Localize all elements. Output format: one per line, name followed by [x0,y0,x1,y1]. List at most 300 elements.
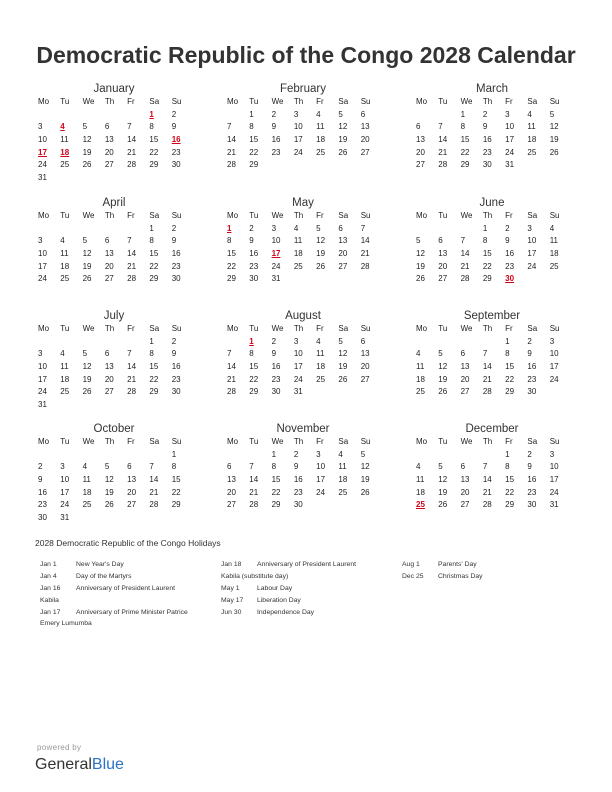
week-row [38,261,194,274]
day-cell: 21 [360,249,370,259]
empty-cell [483,286,505,299]
week-row [227,386,383,399]
holiday-entry [221,571,356,583]
empty-cell [361,159,383,172]
day-cell: 23 [171,147,181,157]
month-september [416,309,572,412]
day-cell: 31 [60,513,70,523]
day-cell: 15 [505,362,515,372]
day-cell: 13 [460,362,470,372]
day-cell: 9 [505,236,510,246]
weekday-label: Su [549,437,560,446]
day-cell: 2 [505,223,510,233]
empty-cell [83,336,105,349]
day-cell: 23 [171,374,181,384]
day-cell: 25 [338,487,348,497]
month-february [227,82,383,185]
day-cell: 2 [171,336,177,346]
day-cell: 9 [482,122,488,132]
day-cell: 16 [271,135,281,145]
month-name: July [103,310,125,322]
day-cell: 6 [104,122,110,132]
empty-cell [505,512,527,525]
day-cell: 29 [505,387,515,397]
day-cell: 29 [149,274,159,284]
empty-cell [416,109,438,122]
day-cell: 10 [271,236,281,246]
day-cell: 20 [227,487,236,497]
day-cell: 23 [293,487,303,497]
day-cell: 5 [338,336,343,346]
day-cell: 21 [149,487,159,497]
day-cell: 21 [249,487,259,497]
holidays-title: 2028 Democratic Republic of the Congo Holidays [35,538,221,548]
day-cell: 25 [549,261,559,271]
empty-cell [483,336,505,349]
weekday-label: Mo [38,324,50,333]
day-cell: 9 [527,349,532,359]
empty-cell [416,172,438,185]
weekday-label: Th [482,97,493,106]
empty-cell [361,386,383,399]
day-cell: 31 [271,274,281,284]
holiday-entry [40,559,188,571]
holiday-date: Aug 1 [402,561,420,568]
day-cell: 9 [38,475,43,485]
empty-cell [105,109,127,122]
empty-cell [550,399,572,412]
day-cell: 6 [104,236,110,246]
day-cell: 31 [549,500,559,510]
weekday-label: Sa [338,97,349,106]
day-cell: 9 [527,462,532,472]
day-cell: 7 [360,223,366,233]
day-cell: 27 [460,387,470,397]
empty-cell [127,512,149,525]
empty-cell [60,286,82,299]
day-cell: 18 [527,135,537,145]
day-cell: 11 [416,362,425,372]
day-cell: 29 [227,274,236,284]
day-cell: 5 [316,223,321,233]
week-row [38,235,194,248]
day-cell: 1 [149,223,154,233]
day-cell: 5 [549,109,555,119]
weekday-label: Sa [149,324,160,333]
empty-cell [416,512,438,525]
day-cell: 24 [38,387,47,397]
day-cell: 10 [38,362,47,372]
day-cell: 8 [149,349,154,359]
day-cell: 30 [527,500,537,510]
empty-cell [416,449,438,462]
month-name: August [285,310,321,322]
day-cell: 15 [227,249,236,259]
empty-cell [461,449,483,462]
empty-cell [60,449,82,462]
day-cell: 30 [527,387,537,397]
empty-cell [338,386,360,399]
day-cell: 12 [438,475,448,485]
day-cell: 2 [527,336,532,346]
weekday-label: We [460,97,473,106]
week-row [38,386,194,399]
day-cell: 5 [338,109,343,119]
day-cell: 26 [316,261,326,271]
holiday-entry [221,559,356,571]
day-cell: 10 [549,462,559,472]
day-cell: 25 [316,374,326,384]
day-cell: 14 [127,135,137,145]
day-cell: 4 [549,223,555,233]
day-cell: 16 [505,249,515,259]
day-cell: 18 [60,374,70,384]
day-cell: 30 [171,274,181,284]
week-row [227,121,383,134]
day-cell: 20 [460,374,470,384]
day-cell: 22 [505,487,515,497]
empty-cell [338,399,360,412]
day-cell: 9 [171,236,177,246]
day-cell: 3 [271,223,277,233]
empty-cell [550,159,572,172]
holiday-date: Dec 25 [402,572,424,580]
day-cell: 6 [360,336,366,346]
empty-cell [272,159,294,172]
day-cell: 12 [338,349,348,359]
day-cell: 27 [438,274,448,284]
day-cell: 24 [293,147,303,157]
empty-cell [338,273,360,286]
empty-cell [60,223,82,236]
week-row [38,248,194,261]
empty-cell [461,223,483,236]
week-row [227,474,383,487]
day-cell: 6 [460,462,466,472]
week-row [416,109,572,122]
weekday-label: Tu [438,211,448,220]
day-cell: 15 [505,475,515,485]
day-cell: 10 [505,122,515,132]
day-cell: 17 [293,362,303,372]
day-cell: 13 [127,475,137,485]
day-cell: 19 [316,249,326,259]
weekday-label: Su [549,324,560,333]
day-cell: 7 [460,236,466,246]
empty-cell [227,172,249,185]
holiday-marker: 17 [271,249,281,259]
day-cell: 25 [60,160,70,170]
empty-cell [272,512,294,525]
week-row [38,474,194,487]
day-cell: 26 [416,274,425,284]
weekday-label: Sa [149,97,160,106]
day-cell: 16 [171,362,181,372]
day-cell: 12 [104,475,114,485]
holiday-day [172,134,194,147]
holiday-marker: 17 [38,147,47,157]
day-cell: 2 [171,109,177,119]
day-cell: 3 [549,336,555,346]
month-name: December [465,423,519,435]
day-cell: 23 [482,147,492,157]
empty-cell [127,336,149,349]
week-row [416,499,572,512]
empty-cell [172,286,194,299]
week-row [38,461,194,474]
week-row [227,449,383,462]
empty-cell [527,273,549,286]
day-cell: 16 [171,249,181,259]
day-cell: 20 [360,135,370,145]
day-cell: 27 [416,160,425,170]
week-row [38,223,194,236]
holiday-date: May 17 [221,596,244,604]
week-row [38,399,194,412]
day-cell: 13 [416,135,425,145]
day-cell: 28 [460,274,470,284]
weekday-label: Th [104,211,115,220]
empty-cell [172,512,194,525]
empty-cell [294,159,316,172]
holiday-name: Independence Day [257,608,315,616]
weekday-label: Th [293,211,304,220]
weekday-label: Th [482,211,493,220]
month-name: May [292,197,314,209]
empty-cell [83,512,105,525]
empty-cell [438,512,460,525]
day-cell: 20 [460,487,470,497]
day-cell: 24 [316,487,326,497]
month-july [38,309,194,412]
day-cell: 15 [271,475,281,485]
day-cell: 2 [271,336,277,346]
empty-cell [149,449,171,462]
holiday-column [402,559,483,583]
day-cell: 7 [227,122,232,132]
weekday-label: Mo [227,97,239,106]
empty-cell [127,399,149,412]
week-row [38,499,194,512]
empty-cell [127,286,149,299]
empty-cell [227,109,249,122]
day-cell: 2 [271,109,277,119]
empty-cell [461,399,483,412]
holiday-name: Parents' Day [438,561,477,568]
day-cell: 24 [505,147,515,157]
day-cell: 13 [104,362,114,372]
weekday-label: Fr [505,437,513,446]
day-cell: 28 [482,500,492,510]
holiday-date: Jun 30 [221,608,242,616]
day-cell: 28 [438,160,448,170]
day-cell: 28 [127,387,137,397]
week-row [38,336,194,349]
day-cell: 22 [227,261,236,271]
day-cell: 21 [127,261,137,271]
month-name: October [93,423,135,435]
empty-cell [338,512,360,525]
holiday-date: Jan 4 [40,572,57,580]
day-cell: 15 [149,135,159,145]
empty-cell [316,286,338,299]
weekday-label: Mo [416,97,428,106]
day-cell: 7 [227,349,232,359]
weekday-header [416,210,572,223]
holiday-column [40,559,188,630]
day-cell: 19 [104,487,114,497]
day-cell: 5 [438,349,443,359]
empty-cell [105,172,127,185]
empty-cell [105,512,127,525]
empty-cell [38,336,60,349]
month-name: February [279,83,327,95]
month-june [416,196,572,299]
empty-cell [105,223,127,236]
empty-cell [550,386,572,399]
day-cell: 3 [60,462,65,472]
day-cell: 19 [338,135,348,145]
empty-cell [316,273,338,286]
day-cell: 19 [82,261,92,271]
month-april [38,196,194,299]
day-cell: 29 [149,160,159,170]
day-cell: 4 [527,109,532,119]
empty-cell [38,449,60,462]
week-row [416,121,572,134]
empty-cell [83,172,105,185]
day-cell: 17 [293,135,303,145]
day-cell: 2 [293,449,299,459]
weekday-label: Mo [416,324,428,333]
day-cell: 20 [438,261,448,271]
day-cell: 12 [82,135,92,145]
weekday-label: Sa [527,211,538,220]
day-cell: 7 [438,122,443,132]
day-cell: 29 [249,160,259,170]
day-cell: 14 [227,135,236,145]
day-cell: 12 [316,236,326,246]
day-cell: 21 [127,147,137,157]
day-cell: 13 [360,122,370,132]
weekday-label: Tu [438,324,448,333]
empty-cell [361,172,383,185]
empty-cell [338,499,360,512]
holiday-name: Christmas Day [438,572,483,580]
weekday-label: Th [293,437,304,446]
week-row [38,286,194,299]
day-cell: 26 [82,160,92,170]
day-cell: 1 [249,109,254,119]
week-row [227,499,383,512]
day-cell: 11 [338,462,347,472]
empty-cell [550,273,572,286]
day-cell: 22 [171,487,181,497]
day-cell: 22 [271,487,281,497]
day-cell: 14 [249,475,259,485]
empty-cell [149,172,171,185]
holiday-name: Liberation Day [257,596,301,604]
day-cell: 4 [338,449,343,459]
day-cell: 27 [460,500,470,510]
day-cell: 14 [460,249,470,259]
day-cell: 6 [338,223,343,233]
day-cell: 17 [38,261,47,271]
day-cell: 30 [171,387,181,397]
week-row [38,487,194,500]
day-cell: 19 [416,261,425,271]
weekday-label: Th [104,324,115,333]
day-cell: 31 [38,173,47,183]
day-cell: 16 [482,135,492,145]
holiday-name: Anniversary of President Laurent [76,584,175,592]
day-cell: 7 [127,236,132,246]
day-cell: 27 [360,374,370,384]
holiday-name: Day of the Martyrs [76,572,132,580]
holiday-marker: 30 [505,274,515,284]
week-row [227,461,383,474]
weekday-label: Mo [38,211,50,220]
holiday-date: Jan 18 [221,561,242,568]
day-cell: 30 [38,513,47,523]
empty-cell [527,172,549,185]
weekday-label: We [460,324,473,333]
empty-cell [416,336,438,349]
empty-cell [105,449,127,462]
weekday-label: Tu [60,97,70,106]
day-cell: 25 [527,147,537,157]
empty-cell [338,172,360,185]
generalblue-logo[interactable] [35,756,124,774]
empty-cell [249,399,271,412]
day-cell: 3 [505,109,510,119]
week-row [227,336,383,349]
week-row [416,449,572,462]
empty-cell [83,109,105,122]
week-row [416,399,572,412]
day-cell: 22 [149,261,159,271]
day-cell: 28 [482,387,492,397]
day-cell: 25 [60,274,70,284]
day-cell: 10 [293,349,303,359]
empty-cell [527,159,549,172]
day-cell: 14 [438,135,448,145]
day-cell: 8 [482,236,488,246]
day-cell: 16 [293,475,303,485]
brand-general: General [35,756,92,773]
day-cell: 14 [482,475,492,485]
week-row [416,248,572,261]
day-cell: 10 [293,122,303,132]
weekday-label: Su [171,324,182,333]
day-cell: 18 [338,475,348,485]
weekday-label: Sa [149,437,160,446]
weekday-label: We [82,437,95,446]
day-cell: 12 [82,249,92,259]
day-cell: 23 [271,147,281,157]
day-cell: 14 [227,362,236,372]
day-cell: 5 [82,349,88,359]
holiday-entry [402,559,483,571]
empty-cell [227,399,249,412]
weekday-label: Tu [249,437,259,446]
day-cell: 17 [316,475,326,485]
month-name: April [102,197,126,209]
empty-cell [505,286,527,299]
day-cell: 25 [60,387,70,397]
day-cell: 23 [171,261,181,271]
holiday-day [227,223,249,236]
